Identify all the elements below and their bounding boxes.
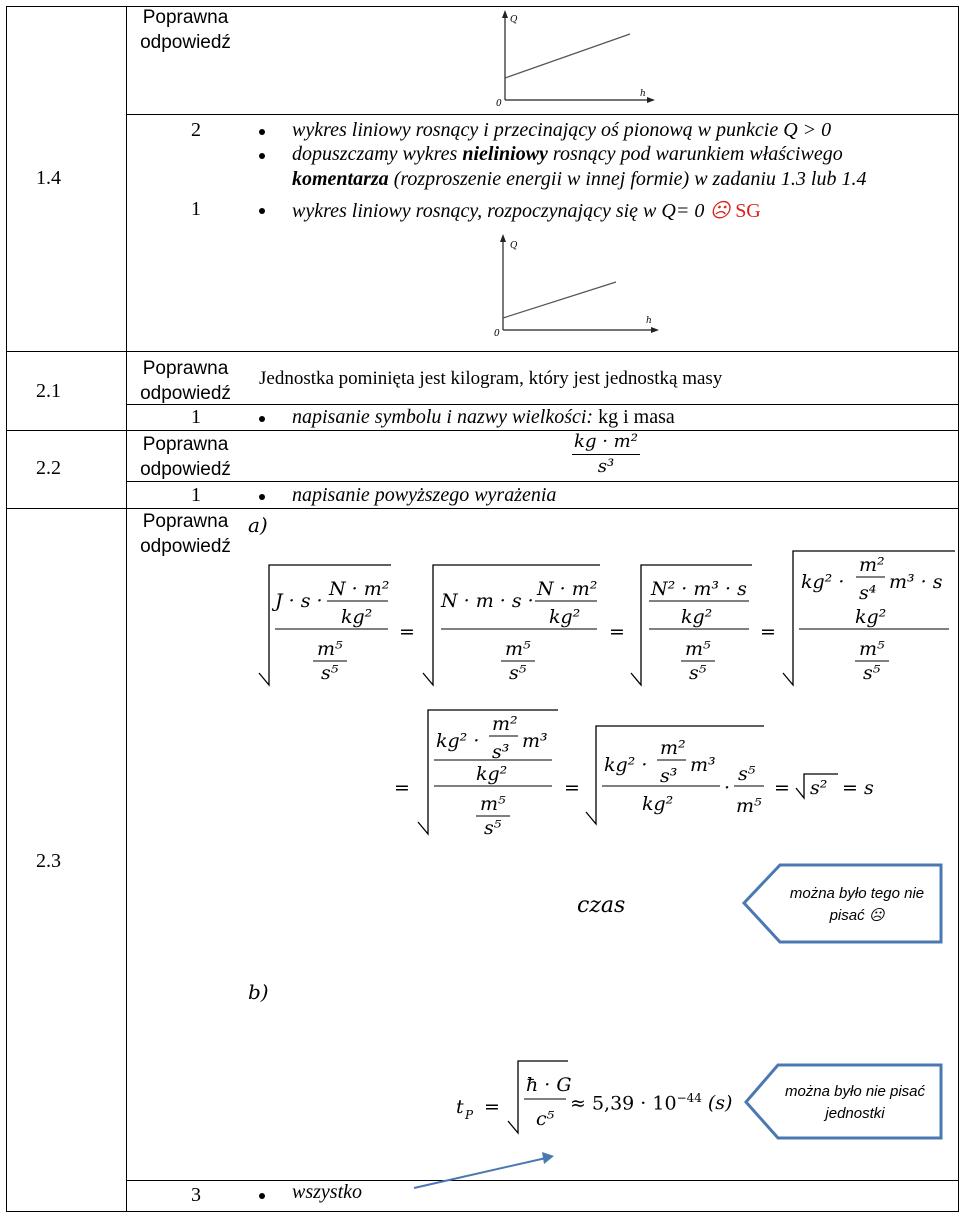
svg-text:ħ · G: ħ · G (526, 1074, 572, 1096)
correct-answer-label: Poprawna odpowiedź (140, 434, 231, 480)
criterion-text: dopuszczamy wykres nieliniowy rosnący pod warunkiem właściwego (292, 143, 843, 165)
svg-text:N · m²: N · m² (537, 578, 598, 600)
answer-text: Jednostka pominięta jest kilogram, który jest jednostką masy (259, 368, 723, 389)
svg-text:J · s ·: J · s · (275, 590, 323, 612)
row-divider (126, 114, 959, 115)
row-number: 2.3 (36, 850, 61, 872)
svg-text:m³ · s: m³ · s (889, 571, 943, 593)
criterion-text: napisanie powyższego wyrażenia (292, 484, 557, 506)
part-a-label: a) (248, 513, 268, 537)
column-divider (126, 6, 127, 1212)
answer-graph-top (490, 8, 660, 110)
fraction-numerator: kg · m² (574, 431, 638, 452)
svg-text:=: = (399, 621, 415, 643)
svg-text:s⁵: s⁵ (484, 817, 502, 839)
row-divider (6, 351, 959, 352)
svg-text:s⁵: s⁵ (863, 662, 881, 684)
row-number: 1.4 (36, 167, 61, 189)
points-value: 1 (191, 484, 201, 506)
svg-text:kg² ·: kg² · (604, 754, 648, 776)
svg-text:kg²: kg² (341, 606, 373, 628)
svg-text:kg²: kg² (476, 763, 508, 785)
svg-text:s⁴: s⁴ (859, 582, 877, 604)
svg-text:N · m · s ·: N · m · s · (441, 590, 534, 612)
svg-text:=: = (394, 777, 410, 799)
points-value: 3 (191, 1184, 201, 1206)
table-border-left (6, 6, 7, 1212)
part-b-label: b) (248, 980, 269, 1004)
points-value: 1 (191, 406, 201, 428)
row-number: 2.1 (36, 380, 61, 402)
svg-text:P: P (465, 1108, 474, 1122)
svg-text:m⁵: m⁵ (859, 638, 885, 660)
svg-text:= s: = s (842, 777, 874, 799)
result-word: czas (577, 893, 626, 918)
svg-text:kg²: kg² (681, 606, 713, 628)
answer-graph-bottom (488, 232, 664, 340)
origin-label: 0 (496, 99, 502, 109)
svg-text:t: t (456, 1096, 464, 1118)
svg-text:kg² ·: kg² · (436, 730, 480, 752)
svg-text:m⁵: m⁵ (505, 638, 531, 660)
svg-text:=: = (760, 621, 776, 643)
fraction-denominator: s³ (597, 456, 615, 477)
arrow-icon (410, 1148, 560, 1194)
bullet-icon (259, 1193, 265, 1199)
axis-label-h: h (640, 89, 646, 99)
svg-text:=: = (609, 621, 625, 643)
axis-label-q: Q (510, 241, 518, 251)
bullet-icon (259, 153, 265, 159)
svg-text:=: = (774, 777, 790, 799)
criterion-text: napisanie symbolu i nazwy wielkości: kg i masa (292, 406, 675, 428)
svg-text:m³: m³ (522, 730, 548, 752)
svg-text:s⁵: s⁵ (321, 662, 339, 684)
bullet-icon (259, 494, 265, 500)
planck-time-value: ≈ $5,39 \cdot 10^{-44}$ (s) (570, 1091, 733, 1115)
svg-text:m⁵: m⁵ (736, 795, 762, 817)
svg-text:kg² ·: kg² · (801, 571, 845, 593)
bullet-icon (259, 416, 265, 422)
points-value: 2 (191, 119, 201, 141)
criterion-text: komentarza (rozproszenie energii w innej formie) w zadaniu 1.3 lub 1.4 (292, 168, 867, 190)
correct-answer-label: Poprawna odpowiedź (140, 358, 231, 404)
svg-text:=: = (484, 1096, 500, 1118)
svg-text:kg²: kg² (855, 606, 887, 628)
svg-text:m³: m³ (690, 754, 716, 776)
points-value: 1 (191, 198, 201, 220)
correct-answer-label: Poprawna odpowiedź (140, 7, 231, 53)
svg-text:m²: m² (660, 737, 686, 759)
criterion-text: wykres liniowy rosnący i przecinający oś pionową w punkcie Q > 0 (292, 119, 832, 141)
criterion-text: wszystko (292, 1181, 362, 1203)
svg-text:·: · (724, 777, 731, 799)
callout-note: można było tego nie pisać ☹ (789, 885, 925, 924)
svg-text:m²: m² (859, 554, 885, 576)
svg-text:m²: m² (492, 713, 518, 735)
svg-text:s⁵: s⁵ (738, 763, 756, 785)
bullet-icon (259, 208, 265, 214)
origin-label: 0 (494, 329, 500, 339)
row-divider (126, 481, 959, 482)
axis-label-q: Q (510, 15, 518, 25)
derivation-line-2 (380, 700, 900, 845)
svg-text:s³: s³ (492, 741, 510, 763)
svg-text:kg²: kg² (549, 606, 581, 628)
bullet-icon (259, 129, 265, 135)
callout-note: można było nie pisać jednostki (784, 1083, 926, 1122)
svg-text:N² · m³ · s: N² · m³ · s (651, 578, 747, 600)
svg-text:m⁵: m⁵ (480, 793, 506, 815)
row-number: 2.2 (36, 457, 61, 479)
sad-face-icon: ☹ (709, 200, 731, 222)
svg-text:s⁵: s⁵ (509, 662, 527, 684)
svg-text:s⁵: s⁵ (689, 662, 707, 684)
criterion-text: wykres liniowy rosnący, rozpoczynający się w Q= 0 ☹ SG (292, 200, 761, 222)
correct-answer-label: Poprawna odpowiedź (140, 511, 231, 557)
svg-text:s³: s³ (660, 765, 678, 787)
row-divider (126, 404, 959, 405)
row-divider (6, 430, 959, 431)
axis-label-h: h (646, 316, 652, 326)
svg-text:s²: s² (810, 777, 828, 799)
svg-text:c⁵: c⁵ (536, 1108, 555, 1130)
answer-fraction (570, 431, 642, 478)
svg-text:=: = (564, 777, 580, 799)
svg-text:m⁵: m⁵ (685, 638, 711, 660)
svg-text:kg²: kg² (642, 793, 674, 815)
svg-text:N · m²: N · m² (329, 578, 390, 600)
svg-text:m⁵: m⁵ (317, 638, 343, 660)
derivation-line-1 (255, 545, 960, 695)
table-border-bottom (6, 1211, 959, 1212)
